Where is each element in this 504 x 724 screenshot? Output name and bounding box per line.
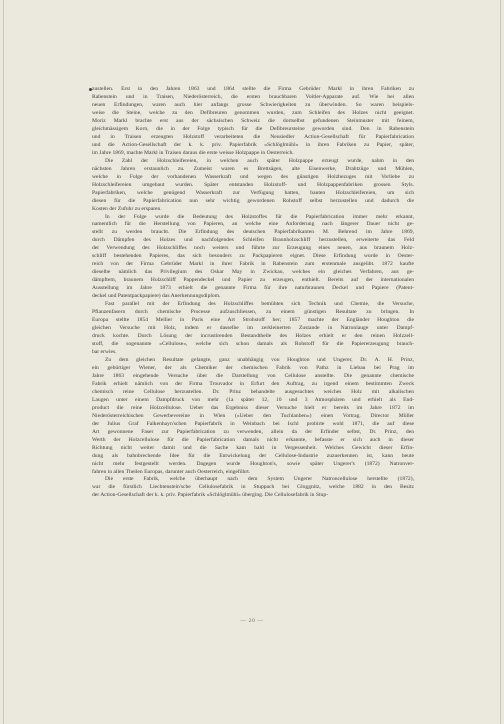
text-line: der Julius Graf Falkenhayn'schen Papierfabrik in Weinbach bei Ischl probirte wohl 1871, die auf diese [92, 420, 414, 427]
text-line: Papierfabriken, welche genügend Wasserkraft zur Verfügung hatten, bauten Holzschleifereien, um sich [92, 189, 414, 196]
text-line: Rabenstein und in Traisen, Niederösterreich, die ersten brauchbaren Voitler-Apparate auf. Wie bei allen [92, 93, 414, 100]
text-line: Art gewonnene Faser zur Papierfabrication zu verwenden, allein da der Erfinder selbst, Dr. Prinz, den [92, 428, 414, 435]
text-line: druck kochte. Durch Lösung der incrustirenden Bestandtheile des Holzes erhielt er den reinen Holzzell- [92, 333, 414, 340]
text-line: der Verwendung des Holzschliffes noch weiters und führte zur Erzeugung eines neuen, aus braunem Holz- [92, 245, 414, 252]
text-line: schliff bestehenden Papieres, das sich besonders zu Packpapieren eignet. Diese Erfindung wurde in Oester- [92, 253, 414, 260]
text-line: Laugen unter einem Dampfdruck von mehr (1a später 12, 10 und 3 Atmosphären und erhielt als End- [92, 396, 414, 403]
text-line: nächsten Jahren erstaunlich zu. Zumeist waren es Brettsägen, alte Eisenwerke, Drahtzüge und Mühlen, [92, 165, 414, 172]
text-line: welche in Folge der vorhandenen Wasserkraft und wegen des günstigen Holzbezuges mit Vorliebe zu [92, 173, 414, 180]
text-line: Jahre 1863 eingehende Versuche über die Darstellung von Cellulose anstellte. Die genannte chemische [92, 372, 414, 379]
text-line: Werth der Holzcellulose für die Papierfabrication damals nicht erkannte, befasste er sich auch in dieser [92, 436, 414, 443]
text-line: Die erste Fabrik, welche überhaupt nach dem System Ungerer Natroncellulose herstellte (1872), [105, 476, 414, 483]
text-line: der Action-Gesellschaft der k. k. priv. Papierfabrik »Schlöglmühl« überging. Die Cellulosefabrik in Stup- [92, 492, 328, 499]
page-edge-right [500, 0, 501, 724]
text-line: Holzschleifereien umgebaut wurden. Später entstanden Holzstoff- und Holzpappenfabriken grossen Styls. [92, 181, 414, 188]
text-line: deckel und Patentpackpapiere) das Anerkennungsdiplom. [92, 293, 221, 300]
text-line: fahren in allen Theilen Europas, darunter auch Oesterreich, eingeführt. [92, 468, 251, 475]
text-line: im Jahre 1869, machte Markl in Traisen daraus die erste weisse Holzpappe in Oesterreich. [92, 149, 294, 156]
text-line: Fabrik erhielt nämlich von der Firma Trouvador in Erfurt den Auftrag, zu irgend einem bestimmten Zweck [92, 380, 414, 387]
text-line: bar erwies. [92, 348, 117, 355]
text-line: durch Dämpfen des Holzes und nachfolgendes Schleifen Braunholzschliff herzustellen, erweiterte das Feld [92, 237, 414, 244]
text-line: Niederösterreichischen Gewerbevereine in Wien (»Ueber den Tuchlanben«) einen Vortrag. Director Müller [92, 412, 414, 419]
text-line: Ausstellung im Jahre 1873 erhielt die genannte Firma für ihre naturbraunen Deckel und Papiere (Patent- [92, 285, 414, 292]
text-line: neuen Erfindungen, waren auch hier anfangs grosse Schwierigkeiten zu überwinden. So waren beispiels- [92, 101, 414, 108]
text-line: Zu dem gleichen Resultate gelangte, ganz unabhängig von Houghton und Ungerer, Dr. A. H. Prinz, [105, 356, 414, 363]
text-line: product die reine Holzcellulose. Ueber das Ergebniss dieser Versuche hielt er bereits im Jahre 1872 im [92, 404, 414, 411]
text-line: Kosten der Zufuhr zu ersparen. [92, 205, 162, 212]
text-line: namentlich für die Herstellung von Papieren, an welche eine Anforderung nach längerer Dauer nicht ge- [92, 221, 414, 228]
text-line: chemisch reine Cellulose herzustellen. Dr. Prinz behandelte ausgesuchtes weiches Holz mit alkalischen [92, 388, 414, 395]
text-line: stellt zu werden braucht. Die Erfindung des deutschen Papierfabrikanten M. Behrend im Jahre 1869, [92, 229, 414, 236]
paragraph [92, 476, 414, 500]
text-line: Richtung nicht weiter damit und die Sache kam bald in Vergessenheit. Welches Gewicht dieser Erfin- [92, 444, 414, 451]
text-line: In der Folge wurde die Bedeutung des Holzstoffes für die Papierfabrication immer mehr erkannt, [105, 213, 414, 220]
text-line: nicht mehr festgestellt werden. Dagegen wurde Houghton's, sowie später Ungerer's (1872) Natronver- [92, 460, 414, 467]
page-edge-left [3, 0, 4, 724]
paragraph [92, 214, 414, 302]
text-line: ein gebürtiger Wiener, der als Chemiker der chemischen Fabrik von Pathz in Liebau bei Prag im [92, 364, 414, 371]
text-line: dung als bahnbrechende Idee für die Entwickelung der Cellulose-Industrie zuzuerkennen ist, kann heute [92, 452, 414, 459]
text-line: stoff, die sogenannte »Cellulose«, welche sich schon damals als Rohstoff für die Papiererzeugung brauch- [92, 341, 414, 347]
text-line: Moriz Markl brachte erst aus der sächsischen Schweiz die dortselbst gefundenen Steinmuster mit feinem, [92, 117, 414, 124]
text-line: und die Action-Gesellschaft der k. k. priv. Papierfabrik »Schlöglmühl« in ihren Fabriken zu Papier, später, [92, 141, 414, 148]
text-line: Europa stellte 1854 Mellier in Paris eine Art Strohstoff her; 1857 machte der Engländer Houghton die [92, 317, 414, 324]
text-line: Die Zahl der Holzschleifereien, in welchen auch später Holzpappe erzeugt wurde, nahm in den [105, 157, 414, 164]
text-line: war die fürstlich Liechtenstein'sche Cellulosefabrik in Stuppach bei Gloggnitz, welche 1882 in den Besitz [92, 484, 414, 491]
body-text [92, 86, 414, 500]
paragraph [92, 158, 414, 214]
text-line: Pflanzenfasern durch chemische Processe aufzuschliessen, zu einem günstigen Resultate zu bringen. In [92, 309, 414, 316]
paragraph [92, 357, 414, 477]
text-line: dämpftem, braunem Holzschliff Pappendeckel und Papier zu erzeugen, enthielt. Bereits auf der internationalen [92, 277, 414, 284]
text-line: reich von der Firma Gebrüder Markl in ihrer Fabrik in Rabenstein zum erstenmale ausgeübt. 1872 kaufte [92, 261, 414, 268]
text-line: zustellen. Erst in den Jahren 1863 und 1864 stellte die Firma Gebrüder Markl in ihren Fabriken zu [92, 86, 414, 92]
text-line: diesen für die Papierfabrication nun sehr wichtig gewordenen Rohstoff selbst herzustellen und dadurch die [92, 197, 414, 204]
text-line: dieselbe nämlich das Privilegium des Oskar May in Zwickau, welches ein gleiches Verfahren, aus ge- [92, 269, 414, 276]
text-line: weise die Steine, welche zu den Defibreuren genommen wurden, zum Schleifen des Holzes nicht geeignet. [92, 109, 414, 116]
page-number: — 20 — [240, 618, 264, 624]
text-line: Fast parallel mit der Erfindung des Holzschliffes bemühten sich Technik und Chemie, die Versuche, [105, 301, 414, 308]
text-line: gleichmässigem Korn, die in der Folge typisch für die Defibreursteine geworden sind. Den in Rabenstein [92, 125, 414, 132]
text-line: und in Traisen erzeugten Holzstoff verarbeiteten die Neusiedler Action-Gesellschaft für Papierfabrication [92, 133, 414, 140]
text-line: gleichen Versuche mit Holz, indem er dasselbe im zerkleinerten Zustande in Natronlauge unter Dampf- [92, 325, 414, 332]
paragraph [92, 86, 414, 158]
paragraph [92, 301, 414, 357]
